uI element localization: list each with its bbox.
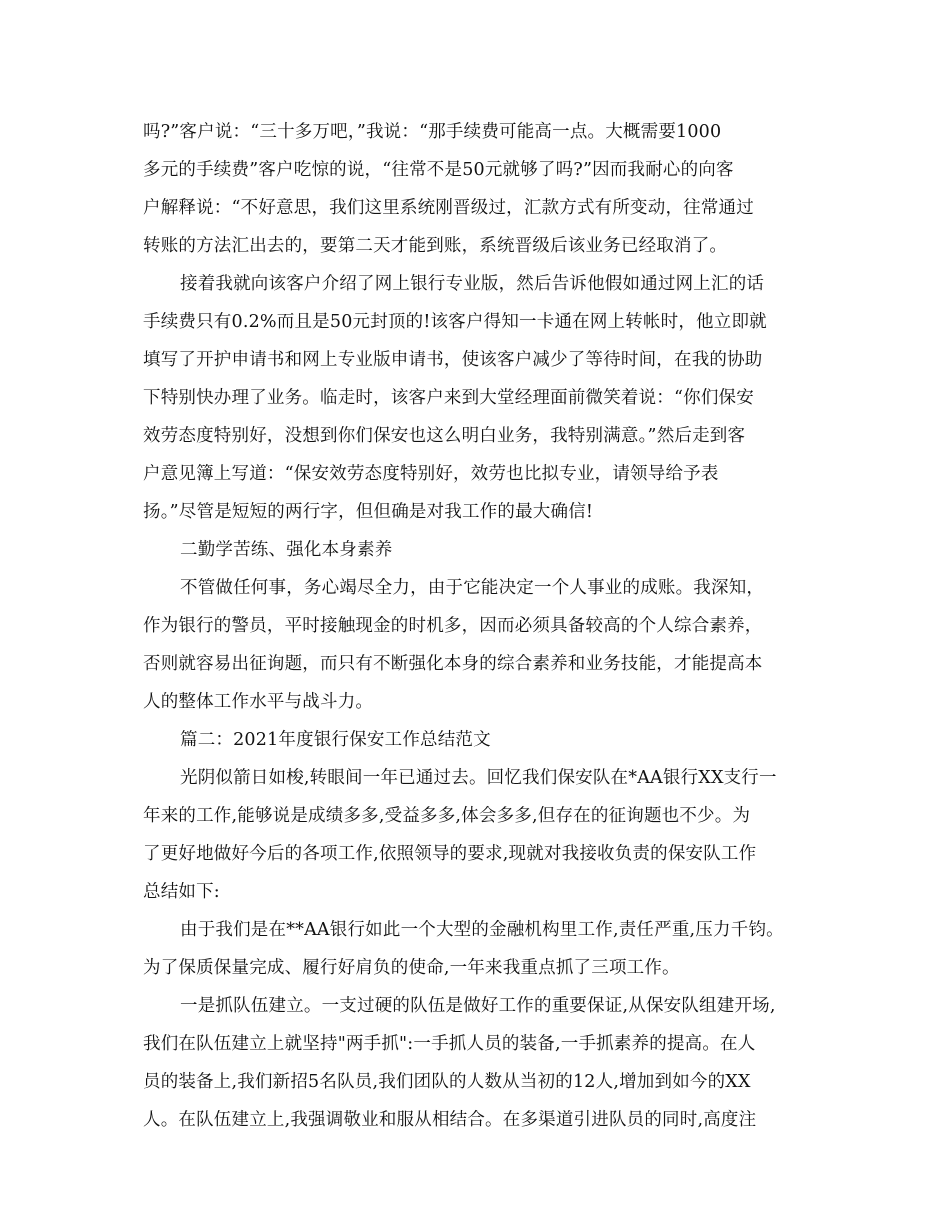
paragraph-start-line: 接着我就向该客户介绍了网上银行专业版，然后告诉他假如通过网上汇的话 <box>180 274 765 294</box>
text-line: 否则就容易出征询题，而只有不断强化本身的综合素养和业务技能，才能提高本 <box>143 654 763 674</box>
paragraph-start-line: 由于我们是在**AA银行如此一个大型的金融机构里工作,责任严重,压力千钧。 <box>180 920 784 940</box>
text-line: 户解释说：“不好意思，我们这里系统刚晋级过，汇款方式有所变动，往常通过 <box>143 198 754 218</box>
text-line: 作为银行的警员，平时接触现金的时机多，因而必须具备较高的个人综合素养， <box>143 616 763 636</box>
text-line: 人。在队伍建立上,我强调敬业和服从相结合。在多渠道引进队员的同时,高度注 <box>143 1110 757 1130</box>
text-line: 填写了开护申请书和网上专业版申请书，使该客户减少了等待时间，在我的协助 <box>143 350 763 370</box>
text-line: 了更好地做好今后的各项工作,依照领导的要求,现就对我接收负责的保安队工作 <box>143 844 757 864</box>
text-line: 转账的方法汇出去的，要第二天才能到账，系统晋级后该业务已经取消了。 <box>143 236 728 256</box>
text-line: 多元的手续费”客户吃惊的说，“往常不是50元就够了吗?”因而我耐心的向客 <box>143 160 734 180</box>
paragraph-start-line: 不管做任何事，务心竭尽全力，由于它能决定一个人事业的成账。我深知， <box>180 578 765 598</box>
text-line: 年来的工作,能够说是成绩多多,受益多多,体会多多,但存在的征询题也不少。为 <box>143 806 751 826</box>
text-line: 总结如下: <box>143 882 220 902</box>
text-line: 手续费只有0.2%而且是50元封顶的!该客户得知一卡通在网上转帐时，他立即就 <box>143 312 767 332</box>
text-line: 效劳态度特别好，没想到你们保安也这么明白业务，我特别满意。”然后走到客 <box>143 426 746 446</box>
section-heading: 二勤学苦练、强化本身素养 <box>180 540 393 560</box>
paragraph-start-line: 光阴似箭日如梭,转眼间一年已通过去。回忆我们保安队在*AA银行XX支行一 <box>180 768 777 788</box>
text-line: 扬。”尽管是短短的两行字，但但确是对我工作的最大确信! <box>143 502 594 522</box>
text-line: 户意见簿上写道：“保安效劳态度特别好，效劳也比拟专业，请领导给予表 <box>143 464 719 484</box>
text-line: 下特别快办理了业务。临走时，该客户来到大堂经理面前微笑着说：“你们保安 <box>143 388 754 408</box>
paragraph-start-line: 一是抓队伍建立。一支过硬的队伍是做好工作的重要保证,从保安队组建开场, <box>180 996 776 1016</box>
text-line: 吗?”客户说：“三十多万吧，”我说：“那手续费可能高一点。大概需要1000 <box>143 122 722 142</box>
article-heading: 篇二：2021年度银行保安工作总结范文 <box>180 730 491 750</box>
text-line: 员的装备上,我们新招5名队员,我们团队的人数从当初的12人,增加到如今的XX <box>143 1072 751 1092</box>
text-line: 人的整体工作水平与战斗力。 <box>143 692 374 712</box>
text-line: 为了保质保量完成、履行好肩负的使命,一年来我重点抓了三项工作。 <box>143 958 680 978</box>
text-line: 我们在队伍建立上就坚持"两手抓":一手抓人员的装备,一手抓素养的提高。在人 <box>143 1034 756 1054</box>
